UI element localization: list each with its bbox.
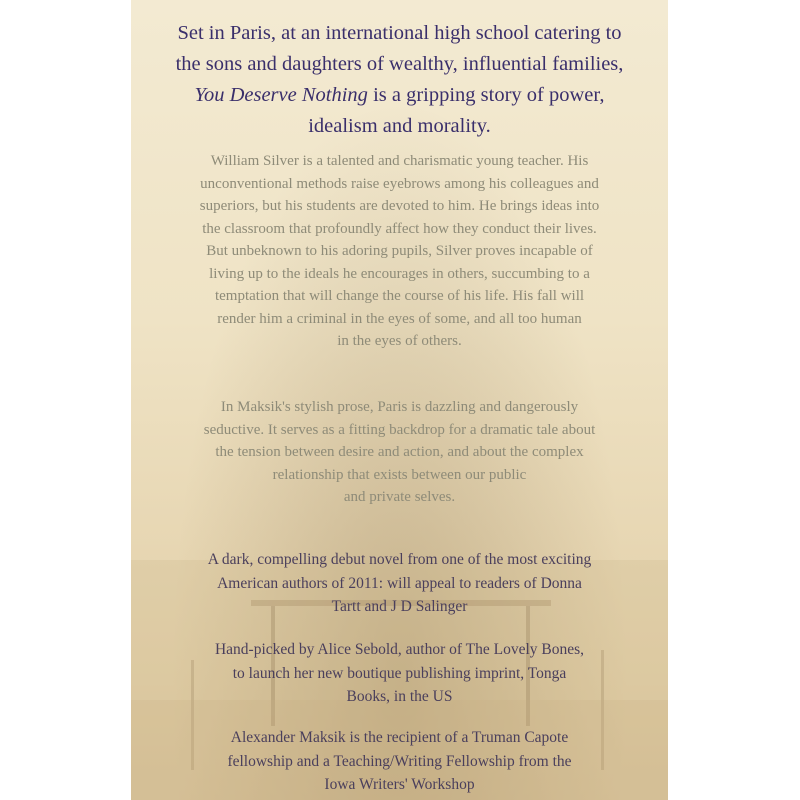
headline-text: is a gripping story of power, bbox=[367, 84, 605, 106]
synopsis-paragraph-2 bbox=[153, 396, 646, 509]
paragraph-line: William Silver is a talented and charismatic young teacher. His bbox=[210, 153, 589, 169]
synopsis-paragraph-1 bbox=[149, 150, 650, 353]
headline-line: idealism and morality. bbox=[308, 115, 491, 137]
book-title: You Deserve Nothing bbox=[194, 84, 368, 106]
paragraph-line: the classroom that profoundly affect how they conduct their lives. bbox=[202, 220, 597, 237]
blurb-hand-picked bbox=[151, 638, 648, 709]
headline-line: Set in Paris, at an international high school catering to bbox=[177, 22, 622, 44]
book-back-cover bbox=[131, 0, 668, 800]
headline-line bbox=[131, 80, 668, 111]
blurb-line: Iowa Writers' Workshop bbox=[324, 776, 475, 793]
paragraph-line: unconventional methods raise eyebrows among his colleagues and bbox=[200, 175, 599, 192]
headline bbox=[131, 18, 668, 142]
blurb-line: A dark, compelling debut novel from one of the most exciting bbox=[207, 551, 592, 568]
blurb-line: fellowship and a Teaching/Writing Fellowship from the bbox=[227, 752, 572, 770]
headline-line: the sons and daughters of wealthy, influential families, bbox=[175, 53, 624, 75]
paragraph-line: In Maksik's stylish prose, Paris is dazzling and dangerously bbox=[220, 399, 579, 415]
paragraph-line: render him a criminal in the eyes of some, and all too human bbox=[217, 310, 582, 327]
paragraph-line: superiors, but his students are devoted to him. He brings ideas into bbox=[199, 198, 600, 214]
blurb-line: Books, in the US bbox=[346, 688, 453, 705]
paragraph-line: and private selves. bbox=[343, 489, 456, 505]
paragraph-line: relationship that exists between our public bbox=[272, 466, 527, 483]
blurb-debut-novel bbox=[151, 548, 648, 619]
paragraph-line: But unbeknown to his adoring pupils, Silver proves incapable of bbox=[206, 243, 593, 259]
blurb-line: Alexander Maksik is the recipient of a Truman Capote bbox=[230, 729, 569, 746]
paragraph-line: in the eyes of others. bbox=[337, 333, 462, 349]
blurb-line: Tartt and J D Salinger bbox=[331, 598, 468, 615]
paragraph-line: temptation that will change the course of his life. His fall will bbox=[214, 288, 585, 304]
blurb-line: to launch her new boutique publishing imprint, Tonga bbox=[232, 664, 567, 682]
paragraph-line: living up to the ideals he encourages in others, succumbing to a bbox=[209, 265, 590, 282]
paragraph-line: the tension between desire and action, and about the complex bbox=[215, 444, 584, 460]
paragraph-line: seductive. It serves as a fitting backdrop for a dramatic tale about bbox=[203, 421, 596, 438]
blurb-line: Hand-picked by Alice Sebold, author of The Lovely Bones, bbox=[214, 641, 585, 658]
blurb-author-fellowship bbox=[151, 726, 648, 797]
blurb-line: American authors of 2011: will appeal to readers of Donna bbox=[217, 574, 582, 592]
